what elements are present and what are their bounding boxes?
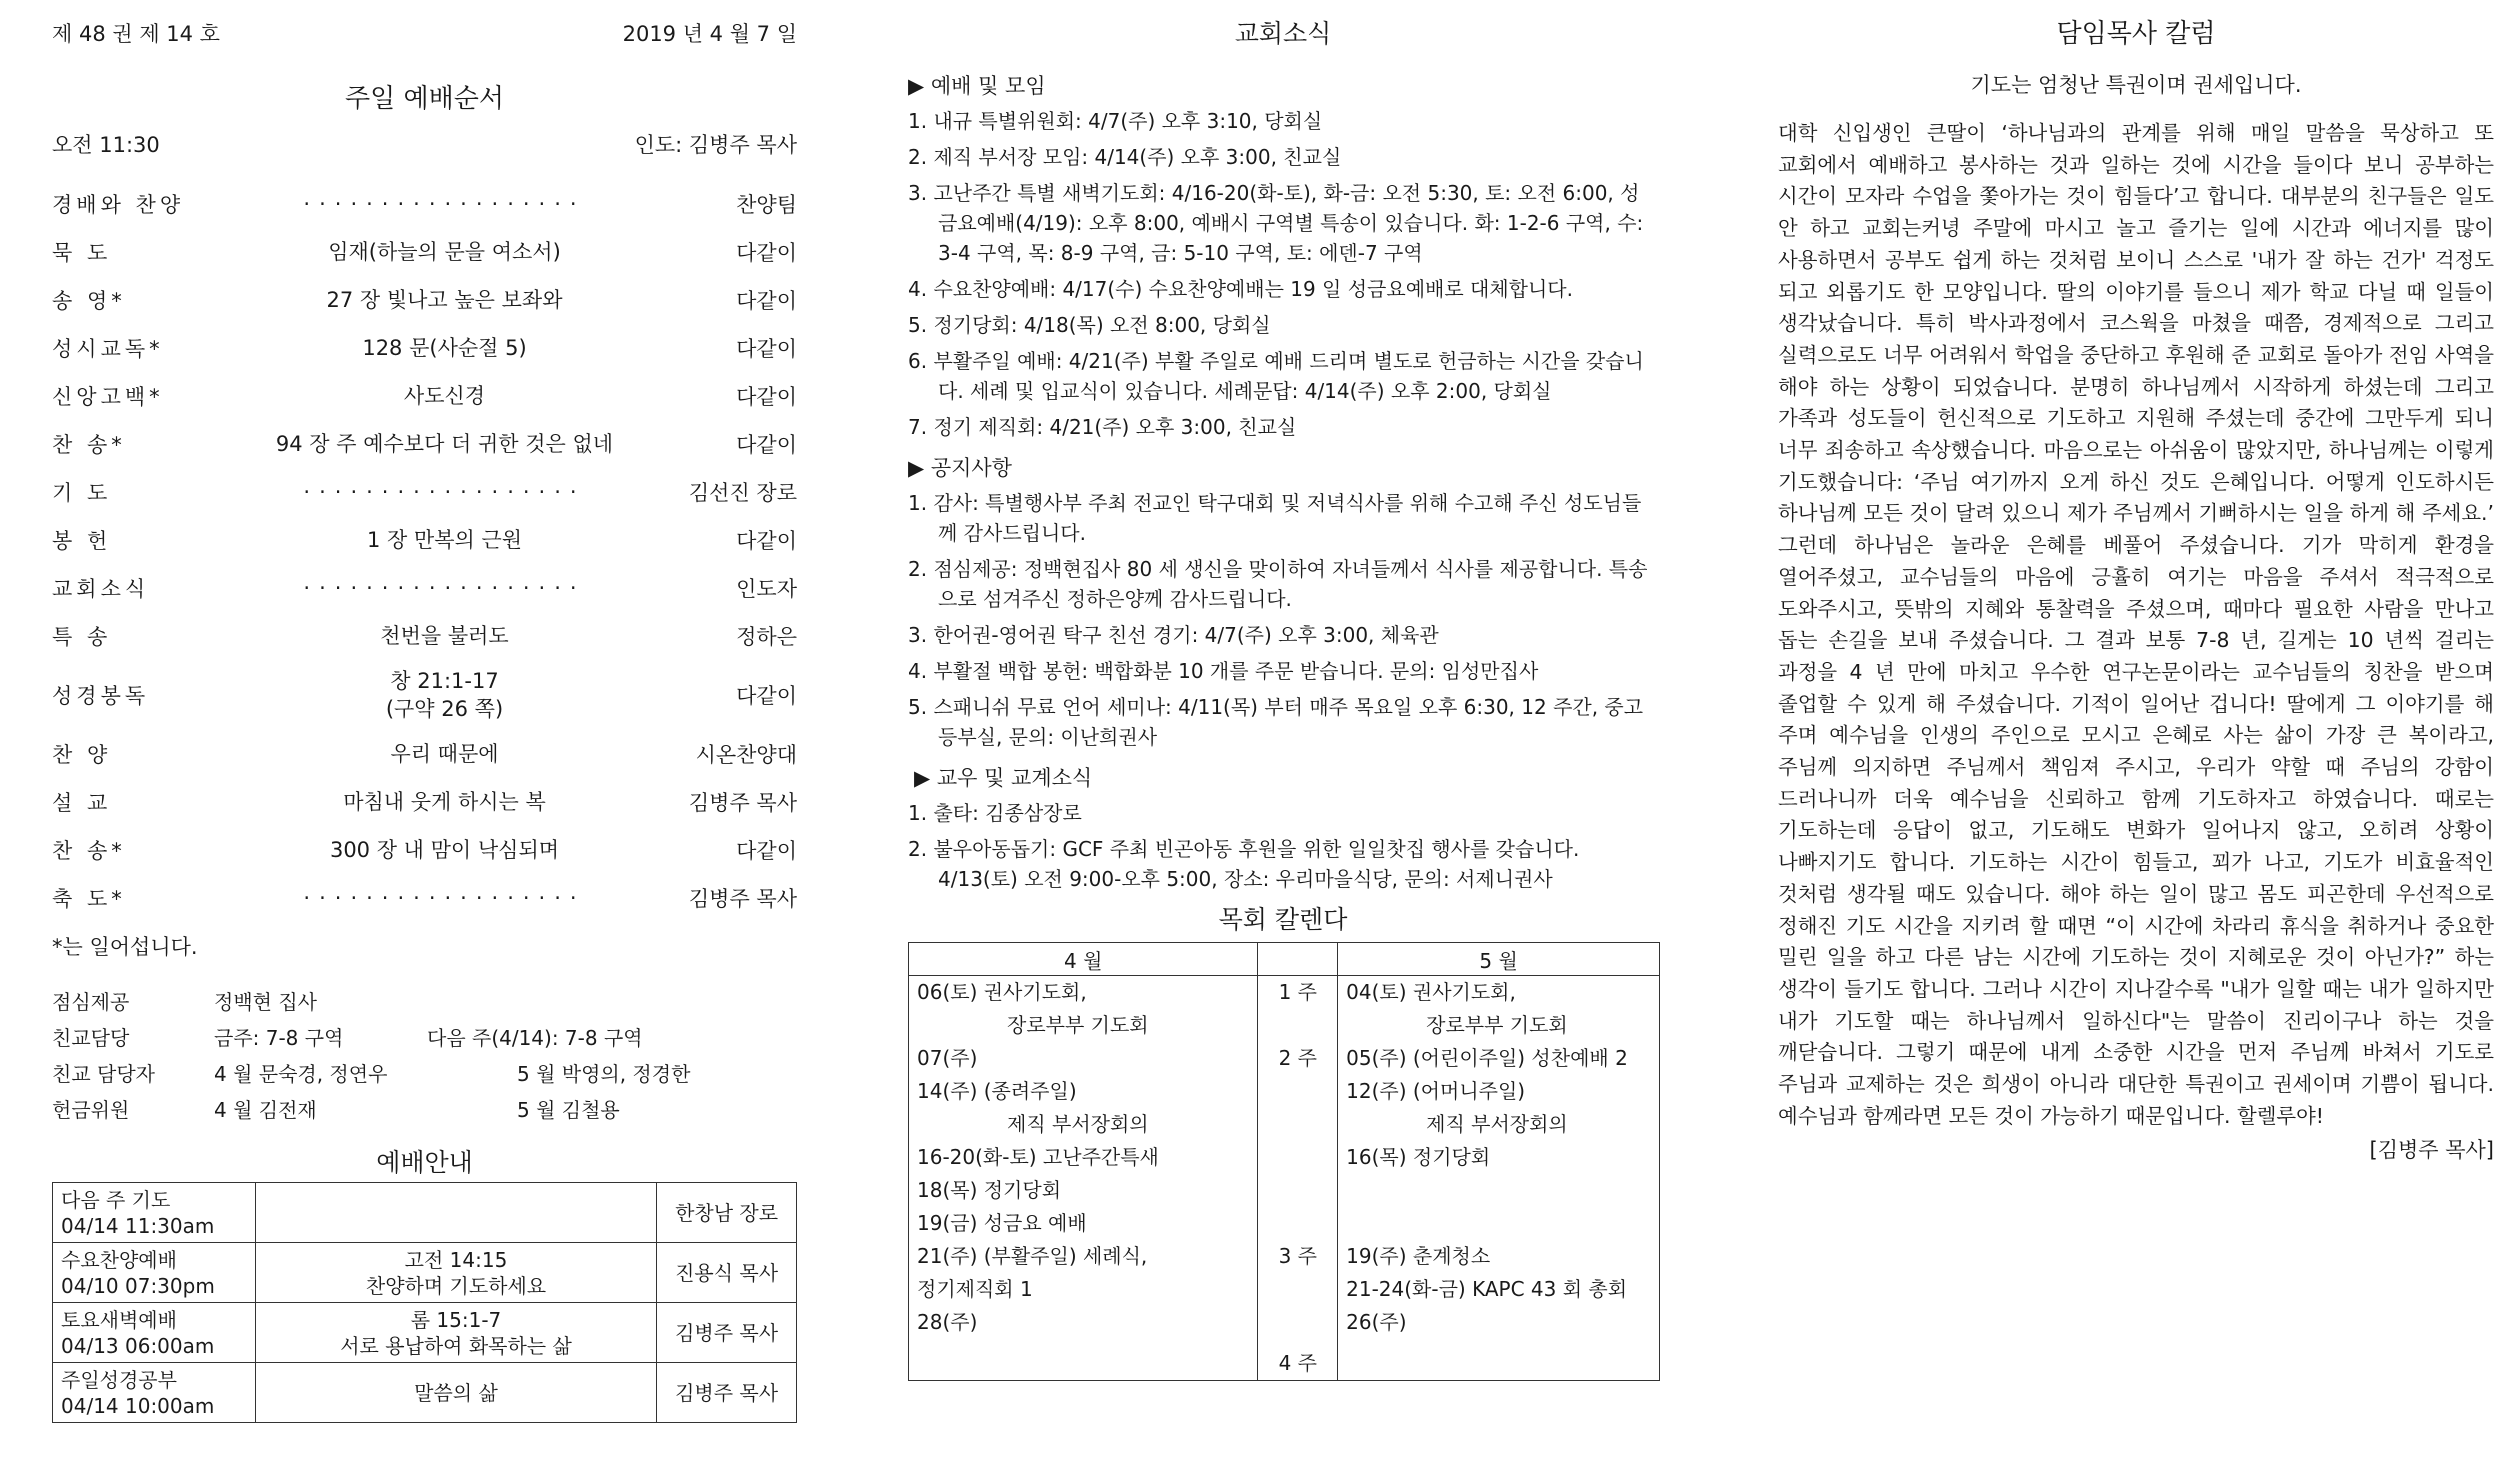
order-dots: ··················: [303, 480, 586, 504]
calendar-may-cell: [1338, 1339, 1660, 1381]
order-label: 특 송: [52, 625, 112, 649]
order-row: [52, 372, 797, 420]
order-label: 묵 도: [52, 241, 112, 265]
guide-name-cell: [53, 1363, 256, 1423]
order-row: [52, 826, 797, 874]
info-label: 헌금위원: [52, 1098, 130, 1122]
order-person: 김선진 장로: [688, 481, 797, 505]
guide-content: 고전 14:15 찬양하며 기도하세요: [255, 1243, 656, 1303]
guide-time: 04/10 07:30pm: [61, 1273, 215, 1298]
calendar-entry: 12(주) (어머니주일): [1346, 1079, 1526, 1103]
news-section-heading: ▶ 예배 및 모임: [908, 74, 1046, 98]
order-content: 94 장 주 예수보다 더 귀한 것은 없네: [275, 432, 614, 456]
order-content: 창 21:1-17 (구약 26 쪽): [385, 669, 504, 721]
calendar-entry: 16-20(화-토) 고난주간특새: [917, 1145, 1159, 1169]
calendar-april-cell: [909, 1240, 1258, 1339]
order-content: 300 장 내 맘이 낙심되며: [329, 838, 560, 862]
column-signature: [김병주 목사]: [2369, 1137, 2494, 1162]
guide-name-cell: [53, 1183, 256, 1243]
order-label: 봉 헌: [52, 529, 112, 553]
guide-content: 롬 15:1-7 서로 용납하여 화목하는 삶: [255, 1303, 656, 1363]
order-label: 설 교: [52, 791, 112, 815]
guide-person: 김병주 목사: [657, 1363, 797, 1423]
calendar-entry: 16(목) 정기당회: [1346, 1145, 1491, 1169]
order-row: [52, 660, 797, 730]
worship-guide-table: [52, 1182, 797, 1423]
order-label: 성시교독*: [52, 337, 164, 361]
calendar-entry: 14(주) (종려주일): [917, 1079, 1077, 1103]
news-item: 5. 정기당회: 4/18(목) 오전 8:00, 당회실: [908, 313, 1271, 337]
order-list: [52, 180, 797, 922]
calendar-april-cell: [909, 1339, 1258, 1381]
calendar-row: [909, 1042, 1660, 1240]
church-news-column: [908, 0, 1658, 1381]
worship-guide-title: 예배안내: [376, 1148, 473, 1177]
news-item: 7. 정기 제직회: 4/21(주) 오후 3:00, 친교실: [908, 415, 1297, 439]
news-item: 4. 부활절 백합 봉헌: 백합화분 10 개를 주문 받습니다. 문의: 임성만집사: [908, 659, 1539, 683]
order-person: 정하은: [736, 625, 797, 649]
calendar-may-cell: [1338, 1042, 1660, 1240]
order-person: 김병주 목사: [688, 887, 797, 911]
pastor-column: [1778, 0, 2494, 1167]
news-section-heading: ▶ 공지사항: [908, 456, 1012, 480]
news-item: 2. 불우아동돕기: GCF 주최 빈곤아동 후원을 위한 일일찻집 행사를 갖습니다. 4/13(토) 오전 9:00-오후 5:00, 장소: 우리마을식당, 문의: 서제니권사: [908, 837, 1580, 891]
order-person: 다같이: [736, 529, 797, 553]
info-row-offering: [52, 1092, 797, 1128]
guide-person: 김병주 목사: [657, 1303, 797, 1363]
guide-person: 진용식 목사: [657, 1243, 797, 1303]
order-label: 찬 송*: [52, 839, 126, 863]
order-row: [52, 276, 797, 324]
news-title: 교회소식: [1234, 19, 1332, 48]
order-row: [52, 564, 797, 612]
calendar-april-cell: [909, 1042, 1258, 1240]
calendar-entry: 장로부부 기도회: [1007, 1013, 1149, 1037]
order-dots: ··················: [303, 192, 586, 216]
news-item: 5. 스패니쉬 무료 언어 세미나: 4/11(목) 부터 매주 목요일 오후 6:30, 12 주간, 중고등부실, 문의: 이난희권사: [908, 695, 1644, 749]
service-leader: 인도: 김병주 목사: [634, 133, 797, 157]
calendar-entry: 19(금) 성금요 예배: [917, 1211, 1087, 1235]
calendar-entry: 정기제직회 1: [917, 1277, 1033, 1301]
guide-name: 수요찬양예배: [61, 1247, 177, 1272]
order-content: 천번을 불러도: [380, 624, 509, 648]
calendar-week: 4 주: [1258, 1339, 1338, 1381]
guide-content: 말씀의 삶: [255, 1363, 656, 1423]
news-body: [908, 66, 1658, 894]
calendar-april-cell: [909, 976, 1258, 1043]
guide-time: 04/13 06:00am: [61, 1333, 215, 1358]
calendar-entry: 21-24(화-금) KAPC 43 회 총회: [1346, 1277, 1628, 1301]
calendar-may-cell: [1338, 1240, 1660, 1339]
news-section-heading: ▶ 교우 및 교계소식: [914, 766, 1093, 790]
volume-number: 제 48 권 제 14 호: [52, 22, 220, 46]
guide-name-cell: [53, 1303, 256, 1363]
order-row: [52, 180, 797, 228]
worship-order-column: [52, 0, 797, 1423]
order-row: [52, 730, 797, 778]
order-person: 다같이: [736, 289, 797, 313]
news-item: 2. 점심제공: 정백현집사 80 세 생신을 맞이하여 자녀들께서 식사를 제공합니다. 특송으로 섬겨주신 정하은양께 감사드립니다.: [908, 557, 1648, 611]
guide-row: [53, 1303, 797, 1363]
order-content: 1 장 만복의 근원: [366, 528, 523, 552]
calendar-row: [909, 1339, 1660, 1381]
service-title: 주일 예배순서: [345, 84, 504, 114]
calendar-week: 2 주: [1258, 1042, 1338, 1240]
guide-name: 다음 주 기도: [61, 1187, 171, 1212]
order-label: 축 도*: [52, 887, 126, 911]
calendar-entry: 07(주): [917, 1046, 978, 1070]
info-value: 정백현 집사: [214, 990, 317, 1014]
order-row: [52, 516, 797, 564]
calendar-entry: 05(주) (어린이주일) 성찬예배 2: [1346, 1046, 1628, 1070]
order-label: 송 영*: [52, 289, 126, 313]
order-row: [52, 324, 797, 372]
calendar-row: [909, 1240, 1660, 1339]
order-row: [52, 468, 797, 516]
order-content: 사도신경: [403, 384, 486, 408]
news-item: 3. 한어권-영어권 탁구 친선 경기: 4/7(주) 오후 3:00, 체육관: [908, 623, 1439, 647]
order-content: 임재(하늘의 문을 여소서): [328, 240, 561, 264]
news-item: 2. 제직 부서장 모임: 4/14(주) 오후 3:00, 친교실: [908, 145, 1342, 169]
order-label: 찬 양: [52, 743, 112, 767]
news-item: 1. 내규 특별위원회: 4/7(주) 오후 3:10, 당회실: [908, 109, 1323, 133]
order-content: 27 장 빛나고 높은 보좌와: [326, 288, 563, 312]
guide-time: 04/14 10:00am: [61, 1393, 215, 1418]
order-row: [52, 612, 797, 660]
order-row: [52, 228, 797, 276]
order-row: [52, 778, 797, 826]
service-time-row: [52, 122, 797, 168]
calendar-month-may: 5 월: [1338, 943, 1660, 976]
order-label: 신앙고백*: [52, 385, 164, 409]
order-person: 다같이: [736, 839, 797, 863]
info-value: 4 월 김전재: [214, 1098, 317, 1122]
order-label: 경배와 찬양: [52, 193, 185, 217]
info-value: 5 월 김철용: [517, 1098, 620, 1122]
guide-row: [53, 1183, 797, 1243]
news-item: 1. 감사: 특별행사부 주최 전교인 탁구대회 및 저녁식사를 위해 수고해 주신 성도님들께 감사드립니다.: [908, 491, 1642, 545]
order-label: 성경봉독: [52, 684, 150, 708]
guide-name: 토요새벽예배: [61, 1307, 177, 1332]
order-person: 인도자: [736, 577, 797, 601]
guide-content: [255, 1183, 656, 1243]
order-row: [52, 874, 797, 922]
order-content: 128 문(사순절 5): [362, 336, 527, 360]
calendar-entry: 제직 부서장회의: [1007, 1112, 1149, 1136]
calendar-week: 1 주: [1258, 976, 1338, 1043]
column-title: 담임목사 칼럼: [2056, 19, 2216, 49]
guide-name-cell: [53, 1243, 256, 1303]
standing-note: *는 일어섭니다.: [52, 935, 198, 959]
calendar-entry: 26(주): [1346, 1310, 1407, 1334]
guide-person: 한창남 장로: [657, 1183, 797, 1243]
info-value: 4 월 문숙경, 정연우: [214, 1062, 388, 1086]
info-row-hosts: [52, 1056, 797, 1092]
order-label: 찬 송*: [52, 433, 126, 457]
order-content: 우리 때문에: [390, 742, 499, 766]
info-label: 친교 담당자: [52, 1062, 155, 1086]
info-label: 친교담당: [52, 1026, 130, 1050]
order-dots: ··················: [303, 576, 586, 600]
calendar-entry: 06(토) 권사기도회,: [917, 980, 1087, 1004]
calendar-entry: 장로부부 기도회: [1426, 1013, 1568, 1037]
guide-row: [53, 1243, 797, 1303]
guide-name: 주일성경공부: [61, 1367, 177, 1392]
news-item: 3. 고난주간 특별 새벽기도회: 4/16-20(화-토), 화-금: 오전 5:30, 토: 오전 6:00, 성금요예배(4/19): 오후 8:00, 예배시 구역별 특송이 있습니다. 화: 1-2-6 구역, 수: 3-4 구역, 목: 8-9 구역, 금: 5-10 구역, 토: 에덴-7 구역: [908, 181, 1644, 265]
order-dots: ··················: [303, 886, 586, 910]
info-value: 5 월 박영의, 정경한: [517, 1062, 691, 1086]
info-row-fellowship: [52, 1020, 797, 1056]
order-person: 다같이: [736, 385, 797, 409]
pastoral-calendar: [908, 942, 1660, 1381]
guide-time: 04/14 11:30am: [61, 1213, 215, 1238]
news-item: 1. 출타: 김종삼장로: [908, 801, 1082, 825]
order-person: 시온찬양대: [695, 743, 797, 767]
calendar-entry: 18(목) 정기당회: [917, 1178, 1062, 1202]
order-content: 마침내 웃게 하시는 복: [343, 790, 546, 814]
calendar-entry: 21(주) (부활주일) 세례식,: [917, 1244, 1148, 1268]
info-row-lunch: [52, 984, 797, 1020]
column-subtitle: 기도는 엄청난 특권이며 권세입니다.: [1970, 73, 2302, 97]
calendar-may-cell: [1338, 976, 1660, 1043]
order-person: 다같이: [736, 241, 797, 265]
order-label: 교회소식: [52, 577, 150, 601]
calendar-week: 3 주: [1258, 1240, 1338, 1339]
order-person: 찬양팀: [736, 193, 797, 217]
news-item: 6. 부활주일 예배: 4/21(주) 부활 주일로 예배 드리며 별도로 헌금하는 시간을 갖습니다. 세례 및 입교식이 있습니다. 세례문답: 4/14(주) 오후 2:00, 당회실: [908, 349, 1644, 403]
column-body: 대학 신입생인 큰딸이 ‘하나님과의 관계를 위해 매일 말씀을 묵상하고 또 교회에서 예배하고 봉사하는 것과 일하는 것에 시간을 들이다 보니 공부하는 시간이 모자라 수업을 쫓아가는 것이 힘들다’고 합니다. 대부분의 친구들은 일도 안 하고 교회는커녕 주말에 마시고 놀고 즐기는 일에 시간과 에너지를 많이 사용하면서 공부도 쉽게 하는 것처럼 보이니 스스로 '내가 잘 하는 건가' 걱정도 되고 외롭기도 한 모양입니다. 딸의 이야기를 들으니 제가 학교 다닐 때 일들이 생각났습니다. 특히 박사과정에서 코스웍을 마쳤을 때쯤, 경제적으로 그리고 실력으로도 너무 어려워서 학업을 중단하고 후원해 준 교회로 돌아가 전임 사역을 해야 하는 상황이 되었습니다. 분명히 하나님께서 시작하게 하셨는데 그리고 가족과 성도들이 헌신적으로 기도하고 지원해 주셨는데 중간에 그만두게 되니 너무 죄송하고 속상했습니다. 마음으로는 아쉬움이 많았지만, 하나님께는 이렇게 기도했습니다: ‘주님 여기까지 오게 하신 것도 은혜입니다. 어떻게 인도하시든 하나님께 모든 것이 달려 있으니 제가 주님께서 기뻐하시는 일을 하게 해 주세요.’ 그런데 하나님은 놀라운 은혜를 베풀어 주셨습니다. 기가 막히게 환경을 열어주셨고, 교수님들의 마음에 긍휼히 여기는 마음을 주셔서 적극적으로 도와주시고, 뜻밖의 지혜와 통찰력을 주셨으며, 때마다 필요한 사람을 만나고 돕는 손길을 보내 주셨습니다. 그 결과 보통 7-8 년, 길게는 10 년씩 걸리는 과정을 4 년 만에 마치고 우수한 연구논문이라는 교수님들의 칭찬을 받으며 졸업할 수 있게 해 주셨습니다. 기적이 일어난 겁니다! 딸에게 그 이야기를 해 주며 예수님을 인생의 주인으로 모시고 은혜로 사는 삶이 가장 큰 복이라고, 주님께 의지하면 주님께서 책임져 주시고, 우리가 약할 때 주님의 강함이 드러나니까 더욱 예수님을 신뢰하고 함께 기도하자고 하였습니다. 때로는 기도하는데 응답이 없고, 기도해도 변화가 일어나지 않고, 오히려 상황이 나빠지기도 합니다. 기도하는 시간이 힘들고, 꾀가 나고, 기도가 비효율적인 것처럼 생각될 때도 있습니다. 해야 하는 일이 많고 몸도 피곤한데 우선적으로 정해진 기도 시간을 지키려 할 때면 “이 시간에 차라리 휴식을 취하거나 중요한 밀린 일을 하고 다른 남는 시간에 기도하는 것이 지혜로운 것이 아닌가?” 하는 생각이 들기도 합니다. 그러나 시간이 지나갈수록 "내가 일할 때는 내가 일하지만 내가 기도할 때는 하나님께서 일하신다"는 말씀이 진리이구나 하는 것을 깨닫습니다. 그렇기 때문에 내게 소중한 시간을 먼저 주님께 바쳐서 기도로 주님과 교제하는 것은 희생이 아니라 대단한 특권이고 권세이며 기쁨이 됩니다. 예수님과 함께라면 모든 것이 가능하기 때문입니다. 할렐루야!: [1778, 121, 2494, 1128]
order-person: 다같이: [736, 337, 797, 361]
info-label: 점심제공: [52, 990, 130, 1014]
calendar-entry: 04(토) 권사기도회,: [1346, 980, 1516, 1004]
info-value: 금주: 7-8 구역: [214, 1026, 344, 1050]
info-value: 다음 주(4/14): 7-8 구역: [427, 1026, 643, 1050]
order-label: 기 도: [52, 481, 112, 505]
guide-row: [53, 1363, 797, 1423]
news-item: 4. 수요찬양예배: 4/17(수) 수요찬양예배는 19 일 성금요예배로 대체합니다.: [908, 277, 1573, 301]
calendar-row: [909, 976, 1660, 1043]
order-row: [52, 420, 797, 468]
issue-date: 2019 년 4 월 7 일: [622, 22, 797, 46]
service-info: [52, 984, 797, 1128]
calendar-entry: 19(주) 춘계청소: [1346, 1244, 1491, 1268]
service-time: 오전 11:30: [52, 133, 160, 157]
calendar-entry: 28(주): [917, 1310, 978, 1334]
order-person: 다같이: [736, 684, 797, 708]
order-person: 김병주 목사: [688, 791, 797, 815]
calendar-title: 목회 칼렌다: [1218, 905, 1348, 934]
calendar-week-header: [1258, 943, 1338, 976]
calendar-month-april: 4 월: [909, 943, 1258, 976]
calendar-entry: 제직 부서장회의: [1426, 1112, 1568, 1136]
issue-header: [52, 0, 797, 60]
order-person: 다같이: [736, 433, 797, 457]
